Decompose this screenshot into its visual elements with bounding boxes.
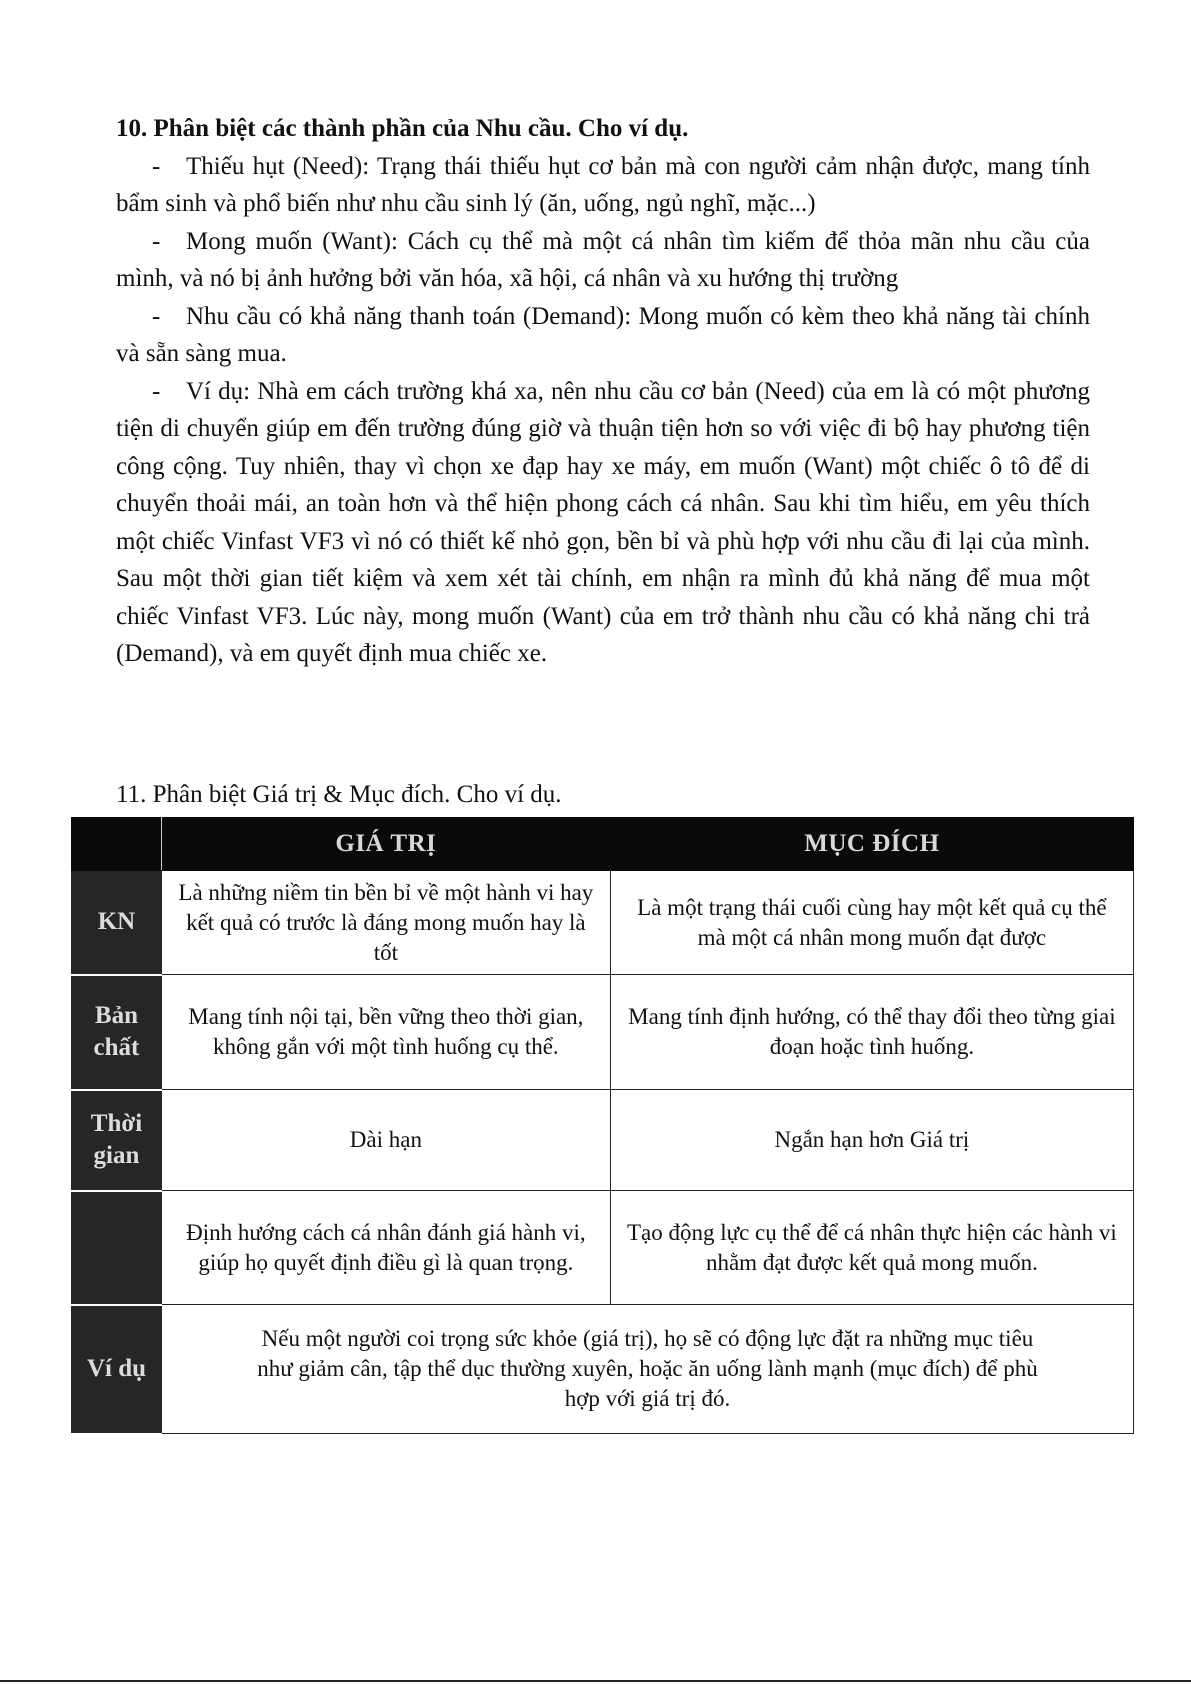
bullet-dash: - [152, 152, 161, 180]
list-item-want [116, 223, 1090, 298]
purpose-cell: Ngắn hạn hơn Giá trị [610, 1090, 1133, 1191]
header-corner-cell [72, 818, 162, 871]
purpose-cell: Là một trạng thái cuối cùng hay một kết quả cụ thể mà một cá nhân mong muốn đạt được [610, 871, 1133, 975]
value-cell: Là những niềm tin bền bỉ về một hành vi hay kết quả có trước là đáng mong muốn hay là tốt [161, 871, 610, 975]
table-row [72, 1090, 1134, 1191]
page-bottom-divider [0, 1680, 1191, 1682]
table-row [72, 1191, 1134, 1305]
bullet-dash: - [152, 227, 161, 255]
header-purpose: MỤC ĐÍCH [610, 818, 1133, 871]
bullet-dash: - [152, 302, 161, 330]
table-row [72, 871, 1134, 975]
row-label: Bản chất [72, 975, 162, 1090]
section-11-heading: 11. Phân biệt Giá trị & Mục đích. Cho ví dụ. [116, 781, 562, 808]
list-item-text: Thiếu hụt (Need): Trạng thái thiếu hụt cơ bản mà con người cảm nhận được, mang tính bẩm sinh và phổ biến như nhu cầu sinh lý (ăn, uống, ngủ nghĩ, mặc...) [116, 152, 1090, 217]
list-item-text: Mong muốn (Want): Cách cụ thể mà một cá nhân tìm kiếm để thỏa mãn nhu cầu của mình, và nó bị ảnh hưởng bởi văn hóa, xã hội, cá nhân và xu hướng thị trường [116, 227, 1090, 292]
table-row-example [72, 1305, 1134, 1434]
header-value: GIÁ TRỊ [161, 818, 610, 871]
row-label: KN [72, 871, 162, 975]
list-item-text: Ví dụ: Nhà em cách trường khá xa, nên nhu cầu cơ bản (Need) của em là có một phương tiện di chuyển giúp em đến trường đúng giờ và thuận tiện hơn so với việc đi bộ hay phương tiện công cộng. Tuy nhiên, thay vì chọn xe đạp hay xe máy, em muốn (Want) một chiếc ô tô để di chuyển thoải mái, an toàn hơn và thể hiện phong cách cá nhân. Sau khi tìm hiểu, em yêu thích một chiếc Vinfast VF3 vì nó có thiết kế nhỏ gọn, bền bỉ và phù hợp với nhu cầu đi lại của mình. Sau một thời gian tiết kiệm và xem xét tài chính, em nhận ra mình đủ khả năng để mua một chiếc Vinfast VF3. Lúc này, mong muốn (Want) của em trở thành nhu cầu có khả năng chi trả (Demand), và em quyết định mua chiếc xe. [116, 377, 1090, 667]
list-item-demand [116, 298, 1090, 373]
purpose-cell: Tạo động lực cụ thể để cá nhân thực hiện các hành vi nhằm đạt được kết quả mong muốn. [610, 1191, 1133, 1305]
value-cell: Dài hạn [161, 1090, 610, 1191]
row-label [72, 1191, 162, 1305]
comparison-table [71, 817, 1134, 1435]
example-cell [161, 1305, 1133, 1434]
bullet-dash: - [152, 377, 161, 405]
example-text: Nếu một người coi trọng sức khỏe (giá trị), họ sẽ có động lực đặt ra những mục tiêu như giảm cân, tập thể dục thường xuyên, hoặc ăn uống lành mạnh (mục đích) để phù hợp với giá trị đó. [257, 1326, 1038, 1411]
list-item-example [116, 373, 1090, 673]
section-10-heading: 10. Phân biệt các thành phần của Nhu cầu. Cho ví dụ. [116, 115, 689, 142]
row-label: Ví dụ [72, 1305, 162, 1434]
value-cell: Mang tính nội tại, bền vững theo thời gian, không gắn với một tình huống cụ thể. [161, 975, 610, 1090]
table-row [72, 975, 1134, 1090]
section-10 [116, 110, 1090, 673]
table-header-row [72, 818, 1134, 871]
row-label: Thời gian [72, 1090, 162, 1191]
list-item-need [116, 148, 1090, 223]
list-item-text: Nhu cầu có khả năng thanh toán (Demand): Mong muốn có kèm theo khả năng tài chính và sẵn sàng mua. [116, 302, 1090, 367]
value-cell: Định hướng cách cá nhân đánh giá hành vi, giúp họ quyết định điều gì là quan trọng. [161, 1191, 610, 1305]
purpose-cell: Mang tính định hướng, có thể thay đổi theo từng giai đoạn hoặc tình huống. [610, 975, 1133, 1090]
